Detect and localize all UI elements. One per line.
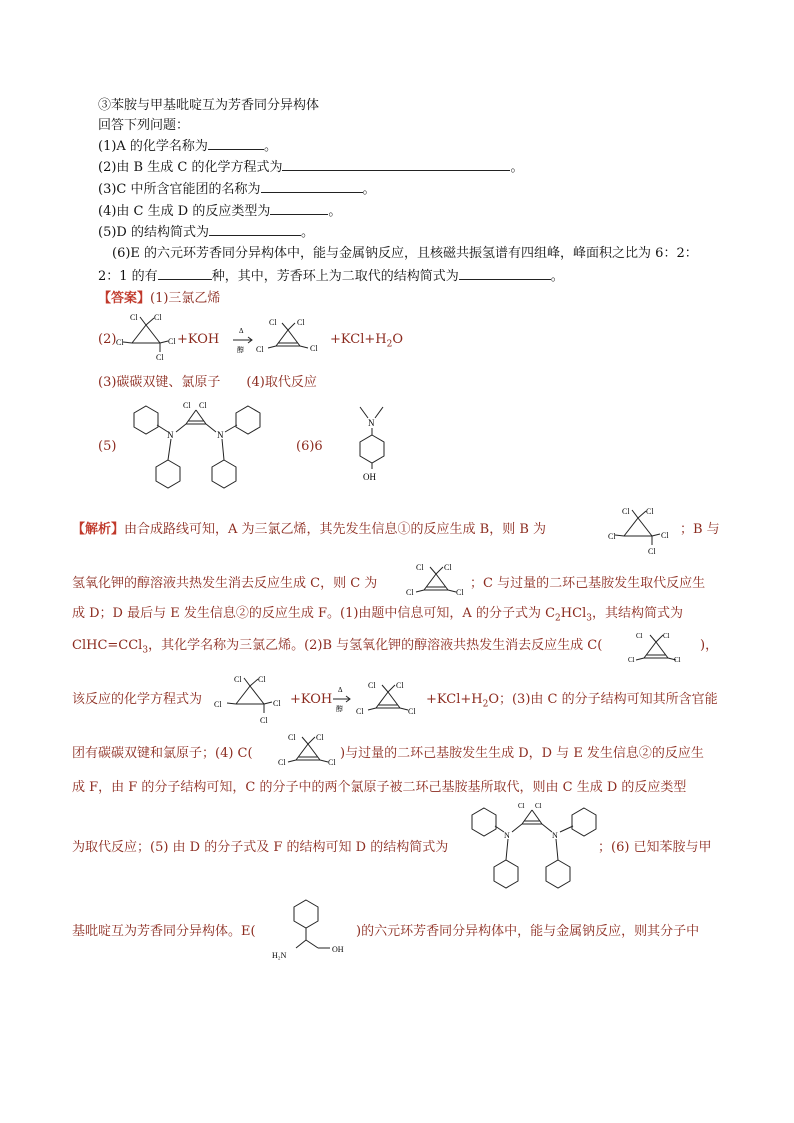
svg-text:Cl: Cl bbox=[456, 588, 464, 597]
q-prompt: 回答下列问题： bbox=[98, 118, 190, 133]
svg-text:OH: OH bbox=[363, 472, 376, 482]
svg-text:醇: 醇 bbox=[336, 705, 343, 713]
svg-text:Cl: Cl bbox=[273, 699, 281, 708]
svg-text:N: N bbox=[167, 430, 174, 440]
q2: (2)由 B 生成 C 的化学方程式为 。 bbox=[98, 160, 524, 175]
analysis-line8-end: ；(6) 已知苯胺与甲 bbox=[598, 840, 712, 855]
svg-text:OH: OH bbox=[332, 945, 344, 954]
answer-tag: 【答案】 bbox=[98, 291, 151, 306]
svg-text:醇: 醇 bbox=[237, 346, 244, 354]
svg-text:Cl: Cl bbox=[278, 758, 286, 767]
svg-text:Cl: Cl bbox=[636, 632, 643, 640]
answer-2-products: $+KCl+H_2O$ bbox=[330, 332, 403, 350]
q6-line1: (6)E 的六元环芳香同分异构体中，能与金属钠反应，且核磁共振氢谱有四组峰，峰面积之比为 6：2： bbox=[112, 246, 698, 261]
trichlorocyclopropene-structure bbox=[256, 315, 328, 357]
answer-blank[interactable] bbox=[270, 202, 328, 215]
q-intro: ③苯胺与甲基吡啶互为芳香同分异构体 bbox=[98, 98, 320, 113]
q6-line2: 2：1 的有 种，其中，芳香环上为二取代的结构简式为 。 bbox=[98, 269, 564, 284]
heat-arrow bbox=[232, 325, 254, 355]
answer-6-label: (6)6 bbox=[296, 439, 323, 454]
analysis-line4: ClHC=CCl$_3$，其化学名称为三氯乙烯。(2)B 与氢氧化钾的醇溶液共热发生消去反应生成 C( bbox=[72, 638, 603, 656]
svg-text:Cl: Cl bbox=[256, 345, 264, 354]
svg-text:H₂N: H₂N bbox=[272, 951, 287, 960]
analysis-line1-end: ；B 与 bbox=[680, 522, 720, 537]
svg-text:Cl: Cl bbox=[288, 733, 296, 742]
analysis-line2-end: ；C 与过量的二环己基胺发生取代反应生 bbox=[470, 576, 706, 591]
svg-text:Cl: Cl bbox=[674, 656, 681, 664]
analysis-line9: 基吡啶互为芳香同分异构体。E( bbox=[72, 924, 256, 939]
dimethylaminophenol-structure bbox=[350, 404, 394, 484]
answer-blank[interactable] bbox=[209, 223, 301, 236]
answer-2-label: (2) bbox=[98, 332, 117, 347]
svg-text:Δ: Δ bbox=[239, 327, 244, 335]
e-structure bbox=[272, 896, 352, 962]
analysis-line5-koh: +KOH bbox=[290, 692, 333, 707]
d-structure bbox=[466, 798, 606, 894]
svg-text:Cl: Cl bbox=[328, 758, 336, 767]
analysis-line6: 团有碳碳双键和氯原子；(4) C( bbox=[72, 746, 253, 761]
svg-text:Cl: Cl bbox=[356, 707, 364, 716]
svg-text:Cl: Cl bbox=[154, 313, 162, 322]
analysis-tag: 【解析】 bbox=[72, 522, 125, 537]
analysis-line5-end: $+KCl+H_2O$；(3)由 C 的分子结构可知其所含官能 bbox=[426, 692, 718, 710]
svg-text:Cl: Cl bbox=[648, 547, 656, 556]
analysis-line9-end: )的六元环芳香同分异构体中，能与金属钠反应，则其分子中 bbox=[356, 924, 700, 939]
tetrachlorocyclopropane-structure bbox=[118, 310, 178, 360]
svg-text:Cl: Cl bbox=[444, 563, 452, 572]
svg-text:Cl: Cl bbox=[622, 507, 630, 516]
analysis-line6-end: )与过量的二环己基胺发生生成 D，D 与 E 发生信息②的反应生 bbox=[340, 746, 704, 761]
answer-line1: 【答案】(1)三氯乙烯 bbox=[98, 291, 221, 306]
svg-text:N: N bbox=[552, 831, 558, 840]
svg-text:Cl: Cl bbox=[406, 588, 414, 597]
svg-text:Cl: Cl bbox=[368, 681, 376, 690]
svg-text:Cl: Cl bbox=[183, 401, 191, 410]
svg-text:Cl: Cl bbox=[168, 337, 176, 346]
q5: (5)D 的结构简式为 。 bbox=[98, 225, 314, 240]
svg-text:Cl: Cl bbox=[316, 733, 324, 742]
svg-text:Cl: Cl bbox=[396, 681, 404, 690]
svg-text:Cl: Cl bbox=[646, 507, 654, 516]
answer-blank[interactable] bbox=[208, 137, 264, 150]
svg-text:Cl: Cl bbox=[258, 675, 266, 684]
q4: (4)由 C 生成 D 的反应类型为 。 bbox=[98, 204, 342, 219]
analysis-line7: 成 F，由 F 的分子结构可知，C 的分子中的两个氯原子被二环己基胺基所取代，则由 C 生成 D 的反应类型 bbox=[72, 780, 687, 795]
analysis-line4-end: )， bbox=[700, 638, 719, 653]
svg-text:Cl: Cl bbox=[199, 401, 207, 410]
svg-text:Cl: Cl bbox=[214, 700, 222, 709]
svg-text:Cl: Cl bbox=[297, 318, 305, 327]
svg-text:Cl: Cl bbox=[628, 656, 635, 664]
svg-text:Cl: Cl bbox=[663, 632, 670, 640]
answer-blank[interactable] bbox=[261, 180, 363, 193]
b-structure bbox=[608, 502, 672, 556]
analysis-line5: 该反应的化学方程式为 bbox=[72, 692, 203, 707]
q1: (1)A 的化学名称为 。 bbox=[98, 139, 277, 154]
svg-text:Cl: Cl bbox=[310, 344, 318, 353]
svg-text:Cl: Cl bbox=[269, 318, 277, 327]
c-structure-inline bbox=[628, 630, 684, 664]
q3: (3)C 中所含官能团的名称为 。 bbox=[98, 182, 376, 197]
svg-text:Cl: Cl bbox=[234, 675, 242, 684]
answer-3-4: (3)碳碳双键、氯原子 (4)取代反应 bbox=[98, 375, 317, 390]
svg-text:Cl: Cl bbox=[535, 802, 542, 810]
answer-2-koh: +KOH bbox=[177, 332, 220, 347]
answer-blank[interactable] bbox=[158, 267, 212, 280]
svg-text:N: N bbox=[504, 831, 510, 840]
c-structure-eq bbox=[356, 678, 422, 718]
c-structure bbox=[406, 562, 468, 598]
answer-blank[interactable] bbox=[282, 158, 510, 171]
c-structure-l6 bbox=[278, 732, 338, 768]
svg-text:Cl: Cl bbox=[608, 532, 616, 541]
analysis-line1: 【解析】由合成路线可知，A 为三氯乙烯，其先发生信息①的反应生成 B，则 B 为 bbox=[72, 522, 547, 537]
svg-text:Cl: Cl bbox=[416, 563, 424, 572]
answer-5-label: (5) bbox=[98, 439, 117, 454]
svg-text:Cl: Cl bbox=[116, 338, 124, 347]
svg-text:N: N bbox=[217, 430, 224, 440]
analysis-line2: 氢氧化钾的醇溶液共热发生消去反应生成 C，则 C 为 bbox=[72, 576, 378, 591]
svg-text:Cl: Cl bbox=[130, 313, 138, 322]
svg-text:Cl: Cl bbox=[518, 802, 525, 810]
heat-arrow-eq bbox=[332, 684, 352, 714]
svg-text:Cl: Cl bbox=[260, 716, 268, 725]
svg-text:N: N bbox=[368, 418, 375, 428]
svg-text:Cl: Cl bbox=[408, 707, 416, 716]
svg-text:Cl: Cl bbox=[661, 531, 669, 540]
analysis-line8: 为取代反应；(5) 由 D 的分子式及 F 的结构可知 D 的结构简式为 bbox=[72, 840, 449, 855]
dicyclohexylamino-cyclopropene-structure bbox=[124, 396, 274, 498]
svg-text:Δ: Δ bbox=[338, 686, 343, 694]
analysis-line3: 成 D；D 最后与 E 发生信息②的反应生成 F。(1)由题中信息可知，A 的分子式为 $C_2HCl_3$，其结构简式为 bbox=[72, 606, 683, 624]
answer-blank[interactable] bbox=[459, 267, 551, 280]
svg-text:Cl: Cl bbox=[156, 353, 164, 362]
b-structure-eq bbox=[212, 670, 288, 726]
